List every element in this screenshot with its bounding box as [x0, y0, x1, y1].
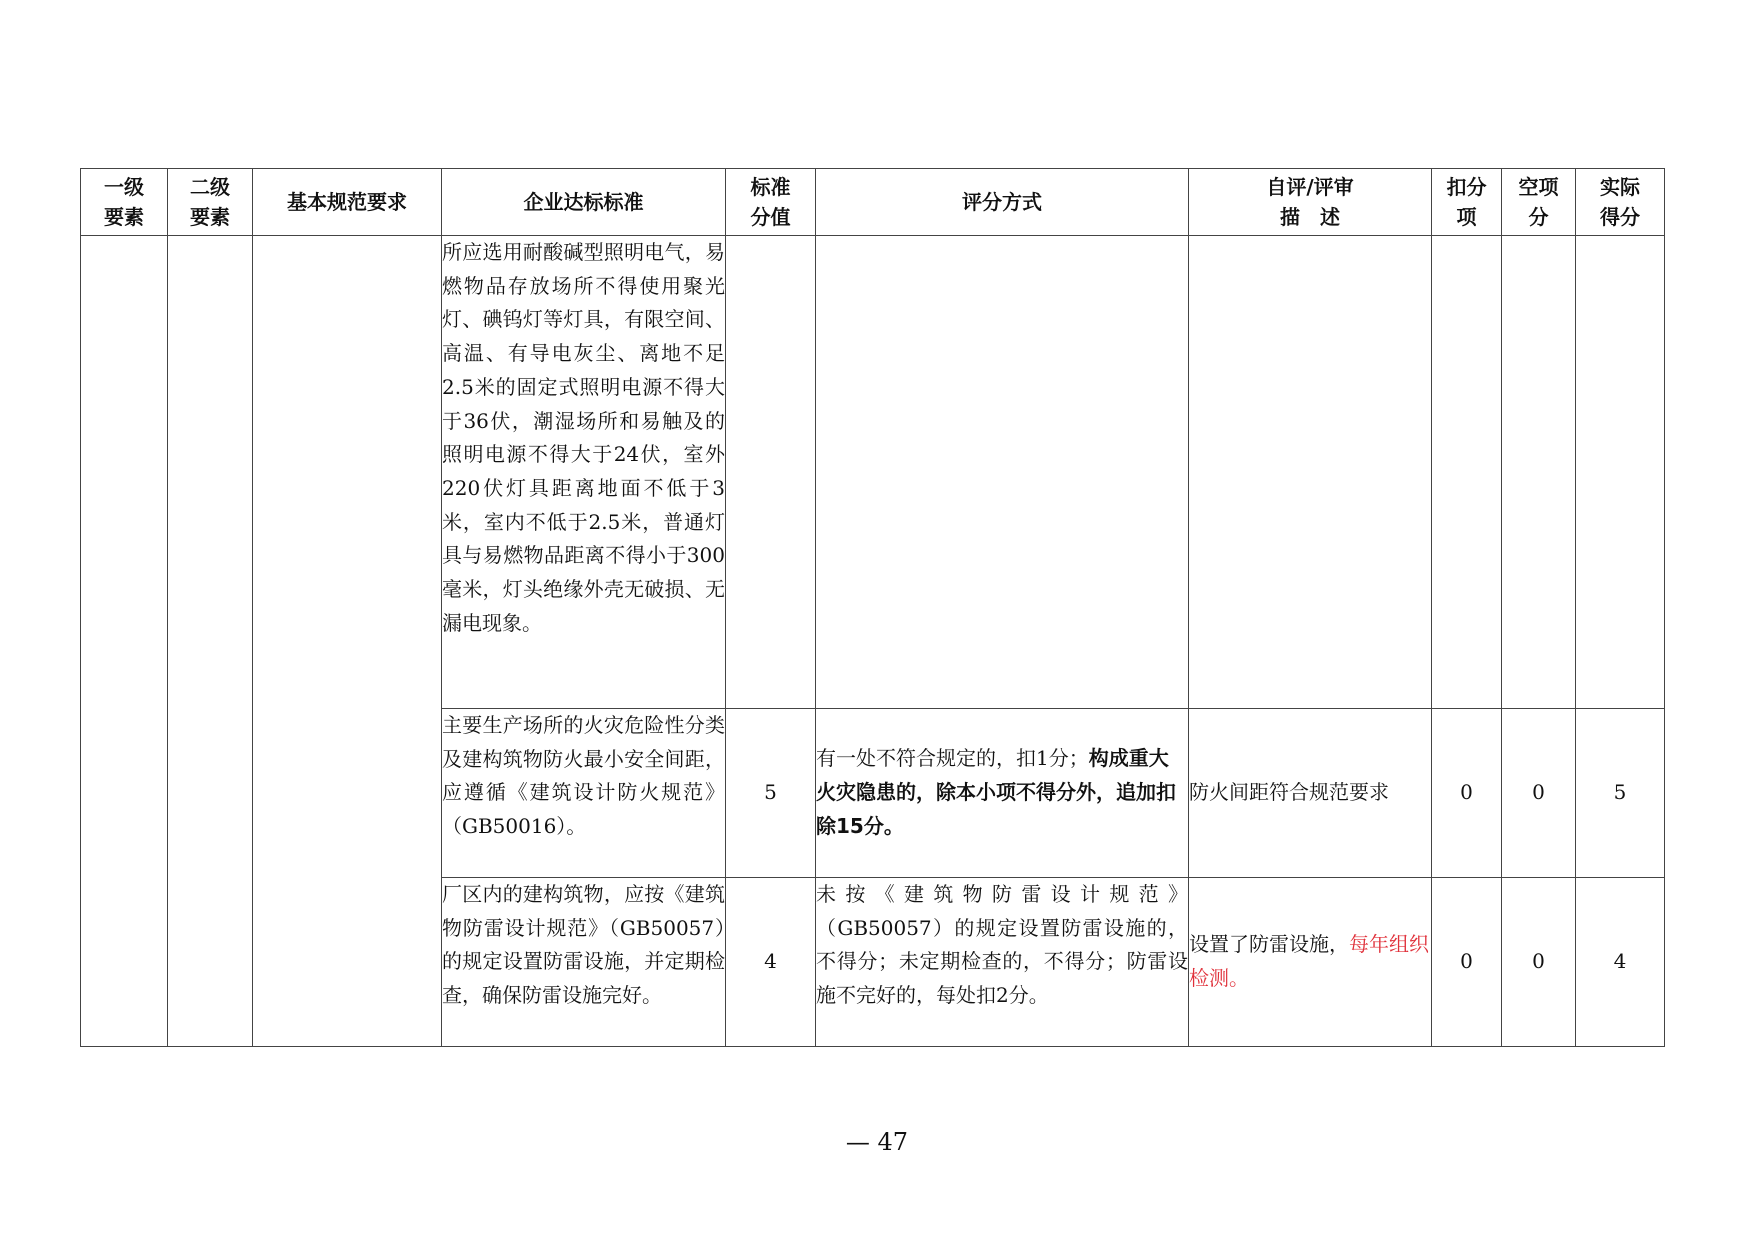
actual-cell: 5: [1576, 709, 1665, 878]
desc-cell: [1189, 236, 1432, 709]
level1-cell: [81, 236, 168, 1047]
header-actual: 实际 得分: [1576, 169, 1665, 236]
score-cell: 5: [726, 709, 816, 878]
score-cell: [726, 236, 816, 709]
table-row: [81, 236, 1665, 709]
empty-cell: 0: [1502, 878, 1576, 1047]
header-level1: 一级 要素: [81, 169, 168, 236]
method-cell: 未按《建筑物防雷设计规范》（GB50057）的规定设置防雷设施的，不得分；未定期检查的，不得分；防雷设施不完好的，每处扣2分。: [816, 878, 1189, 1047]
header-enterprise-standard: 企业达标标准: [442, 169, 726, 236]
level2-cell: [168, 236, 253, 1047]
assessment-table: [80, 168, 1665, 1047]
empty-cell: [1502, 236, 1576, 709]
deduct-cell: 0: [1432, 709, 1502, 878]
method-cell: [816, 236, 1189, 709]
header-level2: 二级 要素: [168, 169, 253, 236]
empty-cell: 0: [1502, 709, 1576, 878]
deduct-cell: [1432, 236, 1502, 709]
standard-cell: 厂区内的建构筑物，应按《建筑物防雷设计规范》（GB50057）的规定设置防雷设施，并定期检查，确保防雷设施完好。: [442, 878, 726, 1047]
header-standard-score: 标准 分值: [726, 169, 816, 236]
desc-highlight: 每年组织检测。: [1189, 932, 1429, 990]
page-number: — 47: [845, 1128, 909, 1156]
method-cell: 有一处不符合规定的，扣1分；构成重大火灾隐患的，除本小项不得分外，追加扣除15分。: [816, 709, 1189, 878]
header-self-evaluation: 自评/评审 描 述: [1189, 169, 1432, 236]
header-empty: 空项 分: [1502, 169, 1576, 236]
header-deduct: 扣分 项: [1432, 169, 1502, 236]
desc-cell: 设置了防雷设施，每年组织检测。: [1189, 878, 1432, 1047]
standard-cell: 主要生产场所的火灾危险性分类及建构筑物防火最小安全间距，应遵循《建筑设计防火规范》（GB50016）。: [442, 709, 726, 878]
deduct-cell: 0: [1432, 878, 1502, 1047]
actual-cell: 4: [1576, 878, 1665, 1047]
basic-requirement-cell: [253, 236, 442, 1047]
actual-cell: [1576, 236, 1665, 709]
score-cell: 4: [726, 878, 816, 1047]
header-basic-requirement: 基本规范要求: [253, 169, 442, 236]
header-scoring-method: 评分方式: [816, 169, 1189, 236]
standard-cell: 所应选用耐酸碱型照明电气，易燃物品存放场所不得使用聚光灯、碘钨灯等灯具，有限空间、高温、有导电灰尘、离地不足2.5米的固定式照明电源不得大于36伏，潮湿场所和易触及的照明电源不得大于24伏，室外220伏灯具距离地面不低于3米，室内不低于2.5米，普通灯具与易燃物品距离不得小于300毫米，灯头绝缘外壳无破损、无漏电现象。: [442, 236, 726, 709]
header-row: [81, 169, 1665, 236]
desc-cell: 防火间距符合规范要求: [1189, 709, 1432, 878]
